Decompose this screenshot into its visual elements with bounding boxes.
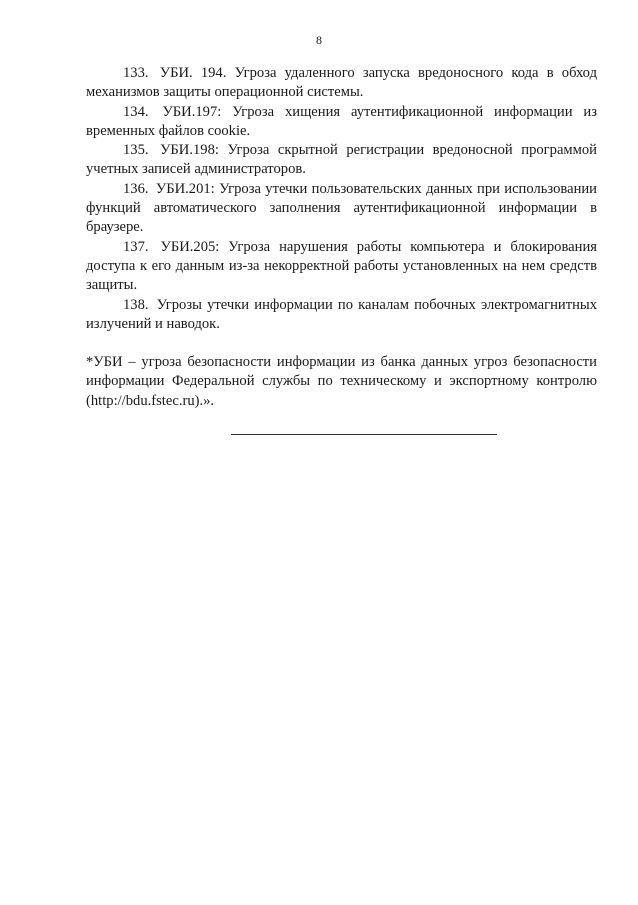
item-number: 137.	[123, 238, 149, 255]
footnote: *УБИ – угроза безопасности информации из банка данных угроз безопасности информации Федеральной службы по техническому и экспортному контролю (http://bdu.fstec.ru).».	[86, 354, 597, 409]
closing-separator-line	[231, 434, 497, 435]
item-number: 135.	[123, 142, 149, 159]
list-item	[86, 64, 597, 103]
item-number: 138.	[123, 296, 149, 313]
item-text: УБИ.201: Угроза утечки пользовательских данных при использовании функций автоматического заполнения аутентификационной информации в браузере.	[86, 180, 597, 236]
list-item	[86, 141, 597, 180]
item-text: Угрозы утечки информации по каналам побочных электромагнитных излучений и наводок.	[86, 296, 597, 332]
list-item	[86, 296, 597, 335]
item-text: УБИ.205: Угроза нарушения работы компьютера и блокирования доступа к его данным из-за некорректной работы установленных на нем средств защиты.	[86, 238, 597, 294]
item-number: 134.	[123, 103, 149, 120]
item-text: УБИ.198: Угроза скрытной регистрации вредоносной программой учетных записей администраторов.	[86, 142, 597, 178]
threat-list	[86, 64, 597, 426]
item-text: УБИ. 194. Угроза удаленного запуска вредоносного кода в обход механизмов защиты операционной системы.	[86, 65, 597, 101]
item-number: 133.	[123, 65, 149, 81]
item-number: 136.	[123, 180, 149, 197]
list-item	[86, 238, 597, 296]
list-item	[86, 103, 597, 142]
list-item	[86, 180, 597, 238]
page-number: 8	[316, 33, 322, 47]
item-text: УБИ.197: Угроза хищения аутентификационной информации из временных файлов cookie.	[86, 103, 597, 139]
